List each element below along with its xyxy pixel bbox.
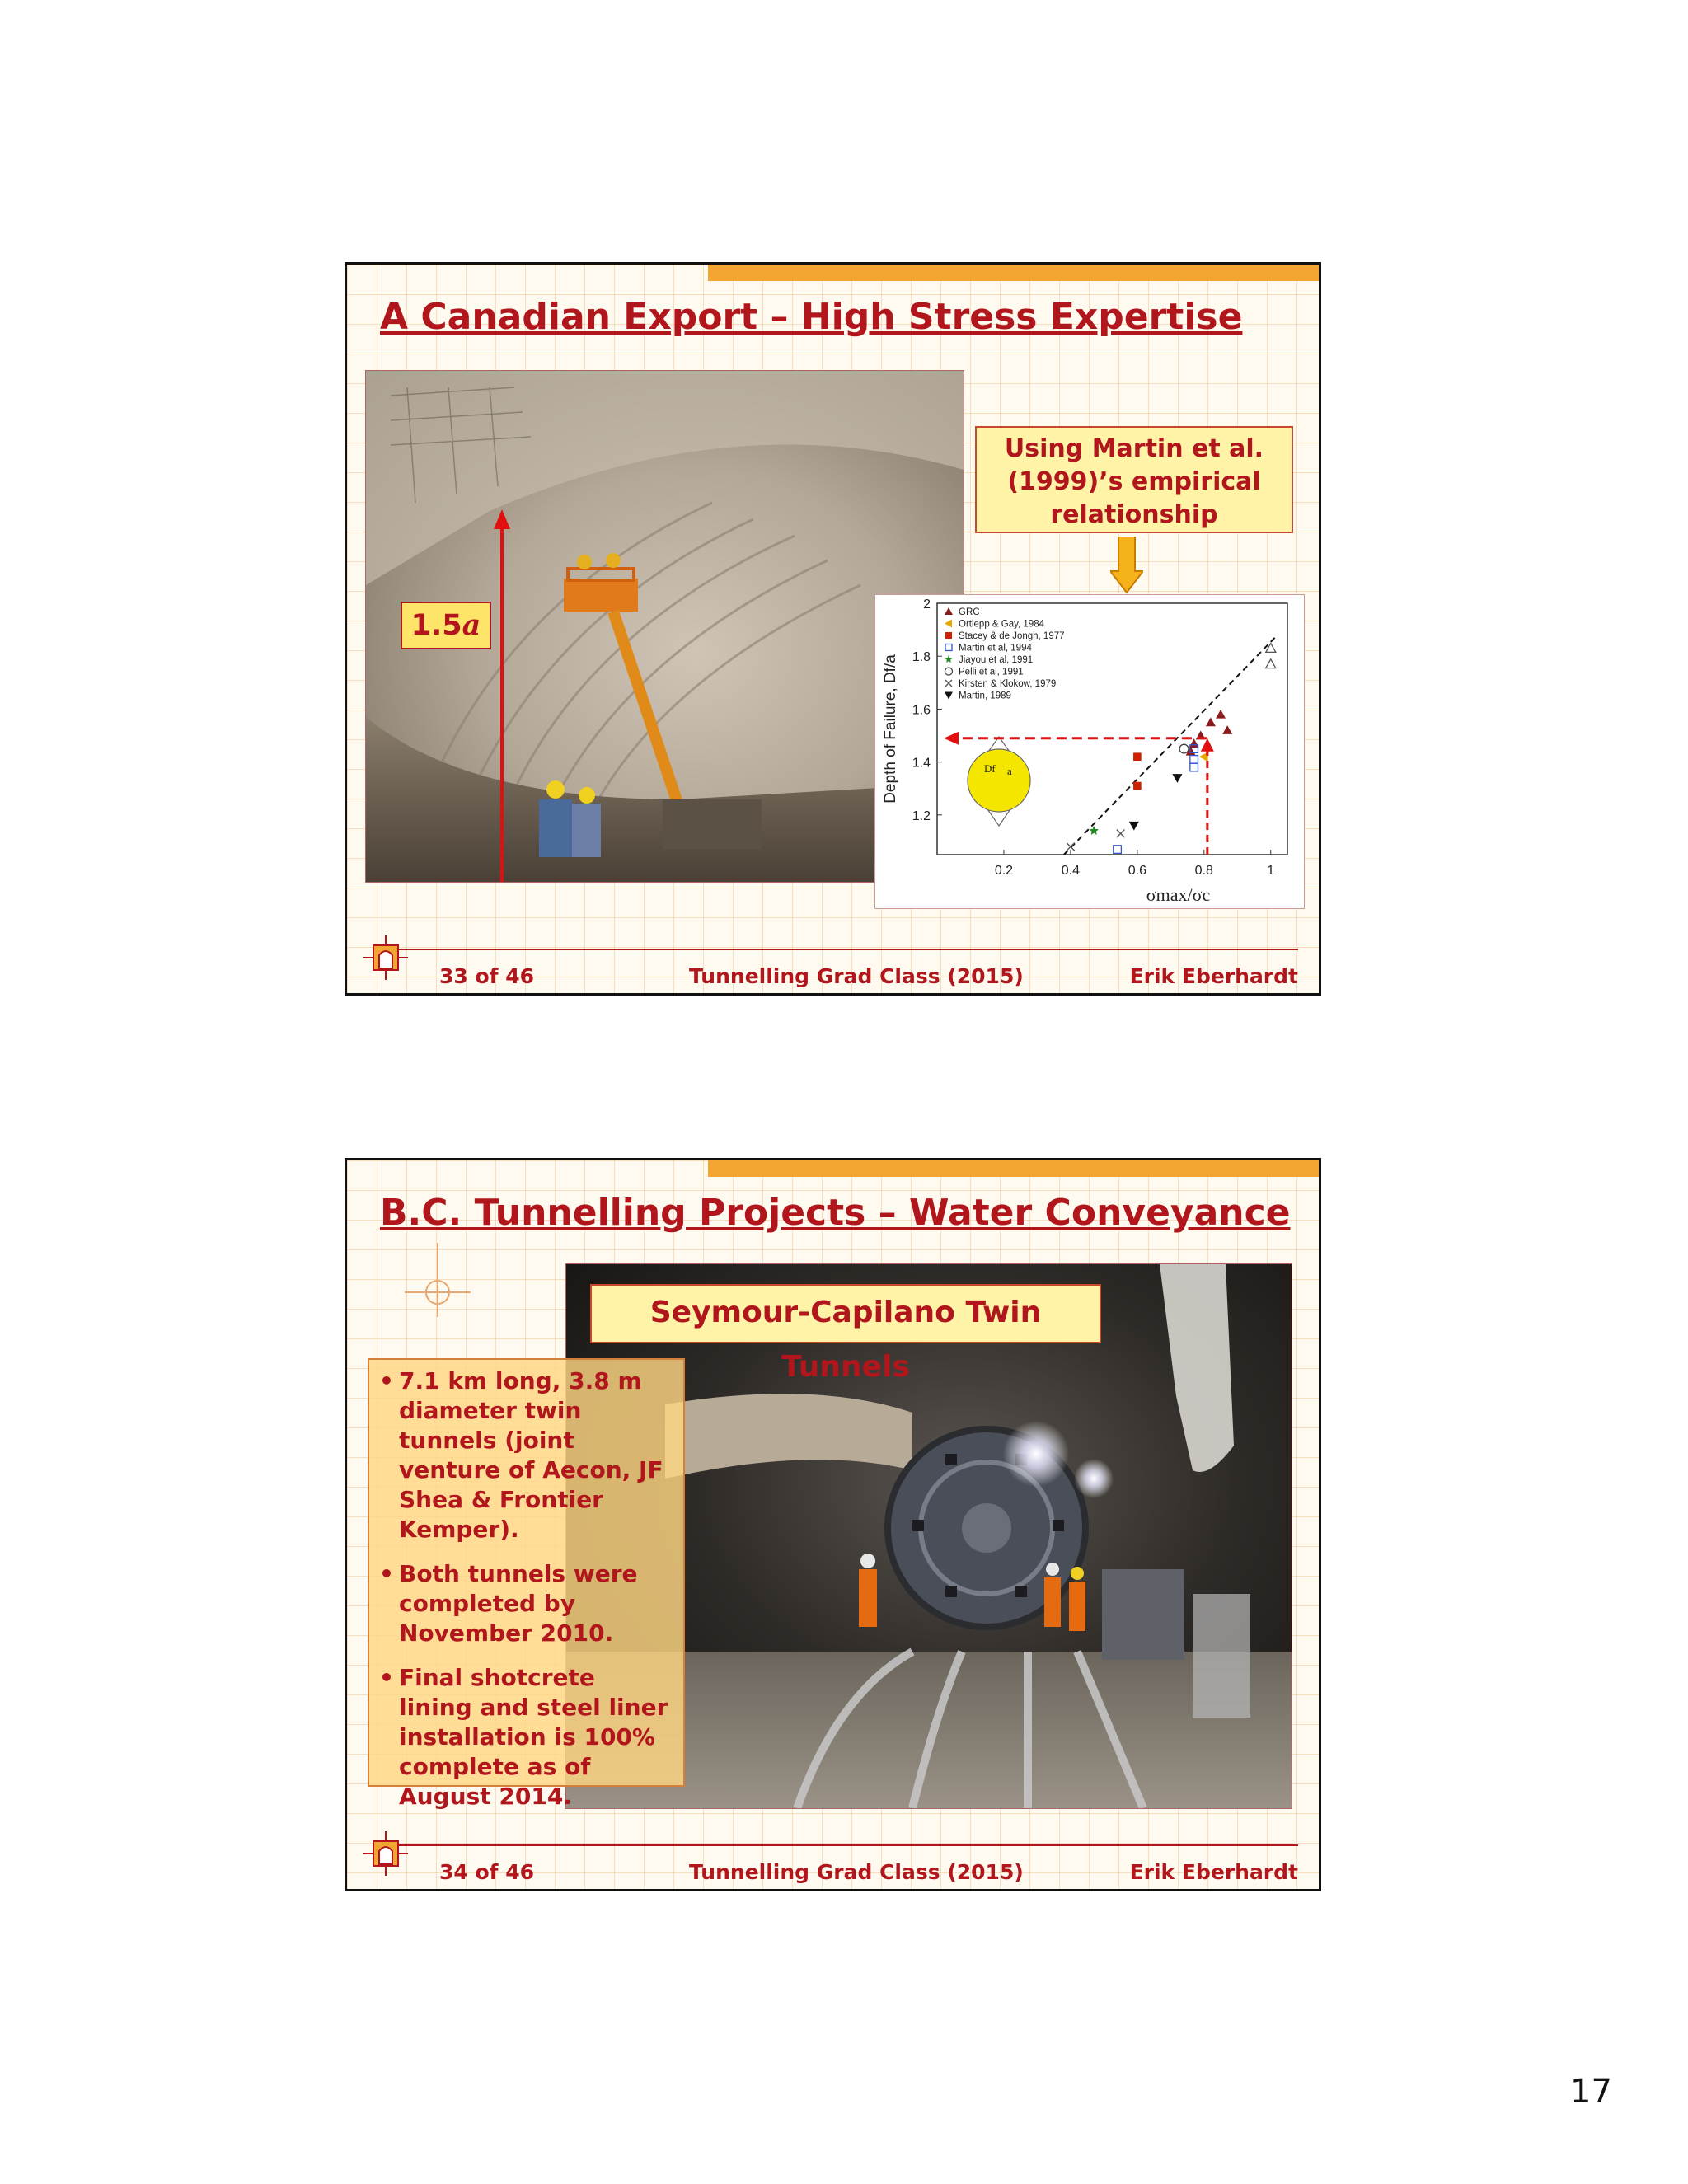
footer-rule [376, 949, 1298, 950]
x-tick-label: 0.6 [1128, 864, 1146, 878]
note-line: (1999)’s empirical [1007, 467, 1261, 496]
decorative-lines [405, 1243, 471, 1317]
x-tick-label: 0.8 [1194, 864, 1213, 878]
inset-tunnel [968, 749, 1030, 812]
footer-slide-number: 33 of 46 [439, 964, 535, 988]
footer-author: Erik Eberhardt [1129, 1860, 1298, 1884]
legend-entry: Kirsten & Klokow, 1979 [959, 679, 1057, 689]
tunnel-logo-icon [363, 1831, 408, 1876]
legend-entry: Ortlepp & Gay, 1984 [959, 619, 1044, 630]
legend-entry: Martin, 1989 [959, 691, 1011, 701]
page-number: 17 [1570, 2073, 1612, 2111]
slide-title: A Canadian Export – High Stress Expertise [380, 296, 1243, 338]
footer-slide-number: 34 of 46 [439, 1860, 535, 1884]
footer-author: Erik Eberhardt [1129, 964, 1298, 988]
project-bullets [368, 1358, 685, 1810]
inset-label-a: a [1007, 765, 1012, 777]
bullet-item: • 7.1 km long, 3.8 m diameter twin tunnels (joint venture of Aecon, JF Shea & Frontier Kemper). [377, 1366, 673, 1544]
y-axis-label: Depth of Failure, Df/a [882, 654, 899, 804]
y-tick-label: 2 [923, 598, 931, 612]
legend-entry: Martin et al, 1994 [959, 643, 1032, 654]
data-point [1133, 782, 1142, 790]
y-tick-label: 1.8 [912, 650, 931, 665]
footer-rule [376, 1844, 1298, 1846]
legend-entry: Pelli et al, 1991 [959, 667, 1024, 677]
legend-entry: Stacey & de Jongh, 1977 [959, 631, 1065, 641]
failure-depth-chart [874, 594, 1305, 909]
x-tick-label: 1 [1267, 864, 1275, 878]
note-line: relationship [1050, 500, 1218, 529]
slide-accent-bar [708, 265, 1319, 281]
x-axis-label: σmax/σc [1146, 884, 1211, 905]
x-tick-label: 0.2 [994, 864, 1014, 878]
bullet-item: • Both tunnels were completed by November 2010. [377, 1559, 673, 1648]
x-tick-label: 0.4 [1061, 864, 1081, 878]
y-tick-label: 1.2 [912, 808, 931, 823]
method-note [975, 426, 1293, 533]
data-point [945, 632, 952, 639]
inset-label-df: Df [984, 762, 996, 775]
y-tick-label: 1.4 [912, 756, 931, 771]
legend-entry: Jiayou et al, 1991 [959, 655, 1034, 665]
slide-33 [345, 262, 1321, 996]
footer-course: Tunnelling Grad Class (2015) [689, 1860, 1024, 1884]
bullet-item: • Final shotcrete lining and steel liner installation is 100% complete as of August 2014. [377, 1663, 673, 1811]
note-line: Using Martin et al. [1004, 434, 1264, 463]
down-arrow-icon [1110, 537, 1143, 594]
y-tick-label: 1.6 [912, 703, 931, 718]
depth-label: 1.5a [401, 602, 491, 649]
chart-svg [875, 595, 1304, 908]
project-callout: Seymour-Capilano Twin Tunnels [590, 1284, 1101, 1343]
data-point [1133, 752, 1142, 761]
slide-34 [345, 1158, 1321, 1891]
slide-title: B.C. Tunnelling Projects – Water Conveyance [380, 1192, 1291, 1234]
legend-entry: GRC [959, 607, 980, 617]
footer-course: Tunnelling Grad Class (2015) [689, 964, 1024, 988]
slide-accent-bar [708, 1160, 1319, 1177]
tunnel-logo-icon [363, 935, 408, 980]
